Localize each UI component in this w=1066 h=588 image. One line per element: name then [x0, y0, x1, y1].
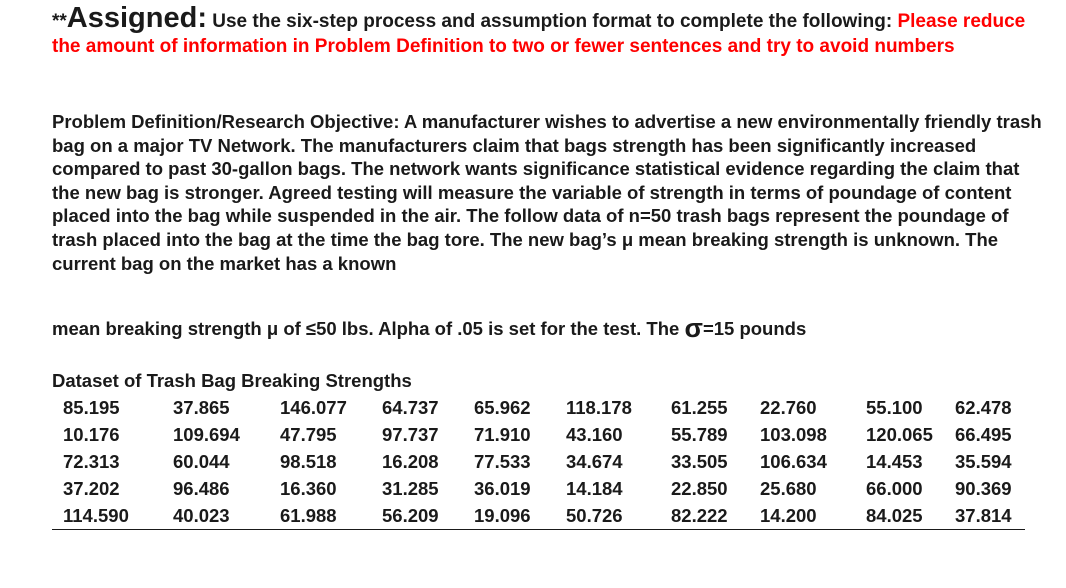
table-row: [52, 421, 1025, 448]
table-cell: 66.000: [866, 478, 923, 499]
table-cell: 55.789: [671, 424, 728, 445]
table-cell: 71.910: [474, 424, 531, 445]
table-cell: 65.962: [474, 397, 531, 418]
table-cell: 47.795: [280, 424, 337, 445]
table-cell: 85.195: [63, 397, 120, 418]
table-cell: 72.313: [63, 451, 120, 472]
table-cell: 109.694: [173, 424, 240, 445]
table-cell: 19.096: [474, 502, 566, 530]
table-cell: 31.285: [382, 478, 439, 499]
table-cell: 60.044: [173, 451, 230, 472]
table-cell: 98.518: [280, 451, 337, 472]
table-row: [52, 475, 1025, 502]
assignment-heading: Assigned:: [66, 2, 207, 34]
table-cell: 10.176: [63, 424, 120, 445]
dataset-title: Dataset of Trash Bag Breaking Strengths: [52, 370, 412, 391]
assignment-note: Please reduce the amount of information in Problem Definition to two or fewer sentences and try to avoid numbers: [52, 11, 1026, 57]
table-cell: 22.760: [760, 397, 817, 418]
table-cell: 43.160: [566, 424, 623, 445]
table-cell: 61.988: [280, 502, 382, 530]
table-cell: 40.023: [173, 502, 280, 530]
table-cell: 84.025: [866, 502, 955, 530]
table-cell: 55.100: [866, 397, 923, 418]
table-cell: 77.533: [474, 451, 531, 472]
table-cell: 35.594: [955, 451, 1012, 472]
table-cell: 37.814: [955, 502, 1025, 530]
table-cell: 61.255: [671, 397, 728, 418]
table-cell: 64.737: [382, 397, 439, 418]
table-cell: 118.178: [566, 397, 632, 418]
table-cell: 114.590: [52, 502, 173, 530]
dataset-table: [52, 394, 1025, 530]
table-cell: 103.098: [760, 424, 827, 445]
table-cell: 33.505: [671, 451, 728, 472]
table-row: [52, 448, 1025, 475]
problem-text: Problem Definition/Research Objective: A manufacturer wishes to advertise a new environmentally friendly trash bag on a major TV Network. The manufacturers claim that bags strength has been significantly increased compared to past 30-gallon bags. The network wants significance statistical evidence regarding the claim that the new bag is stronger. Agreed testing will measure the variable of strength in terms of poundage of content placed into the bag while suspended in the air. The follow data of n=50 trash bags represent the poundage of trash placed into the bag at the time the bag tore. The new bag’s μ mean breaking strength is unknown. The current bag on the market has a known: [52, 111, 1042, 274]
table-cell: 14.184: [566, 478, 623, 499]
table-cell: 97.737: [382, 424, 439, 445]
table-cell: 14.200: [760, 502, 866, 530]
table-row: [52, 502, 1025, 530]
table-cell: 90.369: [955, 478, 1012, 499]
table-cell: 120.065: [866, 424, 933, 445]
assignment-block: [52, 2, 1042, 59]
table-cell: 82.222: [671, 502, 760, 530]
table-cell: 16.360: [280, 478, 337, 499]
problem-definition: [52, 110, 1052, 275]
assignment-instruction: Use the six-step process and assumption format to complete the following:: [206, 11, 898, 32]
assignment-prefix: **: [52, 11, 67, 32]
table-cell: 14.453: [866, 451, 923, 472]
table-cell: 62.478: [955, 397, 1012, 418]
sigma-symbol: σ: [684, 313, 703, 343]
table-cell: 16.208: [382, 451, 439, 472]
table-cell: 50.726: [566, 502, 671, 530]
sigma-value: =15 pounds: [702, 318, 807, 339]
table-cell: 37.865: [173, 397, 230, 418]
table-cell: 37.202: [63, 478, 120, 499]
table-cell: 106.634: [760, 451, 827, 472]
table-row: [52, 394, 1025, 421]
problem-last-line: [52, 313, 1052, 343]
table-cell: 34.674: [566, 451, 623, 472]
table-cell: 56.209: [382, 502, 474, 530]
problem-last-line-text: mean breaking strength μ of ≤50 lbs. Alpha of .05 is set for the test. The: [52, 318, 685, 339]
table-cell: 25.680: [760, 478, 817, 499]
table-cell: 36.019: [474, 478, 531, 499]
table-cell: 66.495: [955, 424, 1012, 445]
table-cell: 146.077: [280, 397, 347, 418]
table-cell: 96.486: [173, 478, 230, 499]
table-cell: 22.850: [671, 478, 728, 499]
